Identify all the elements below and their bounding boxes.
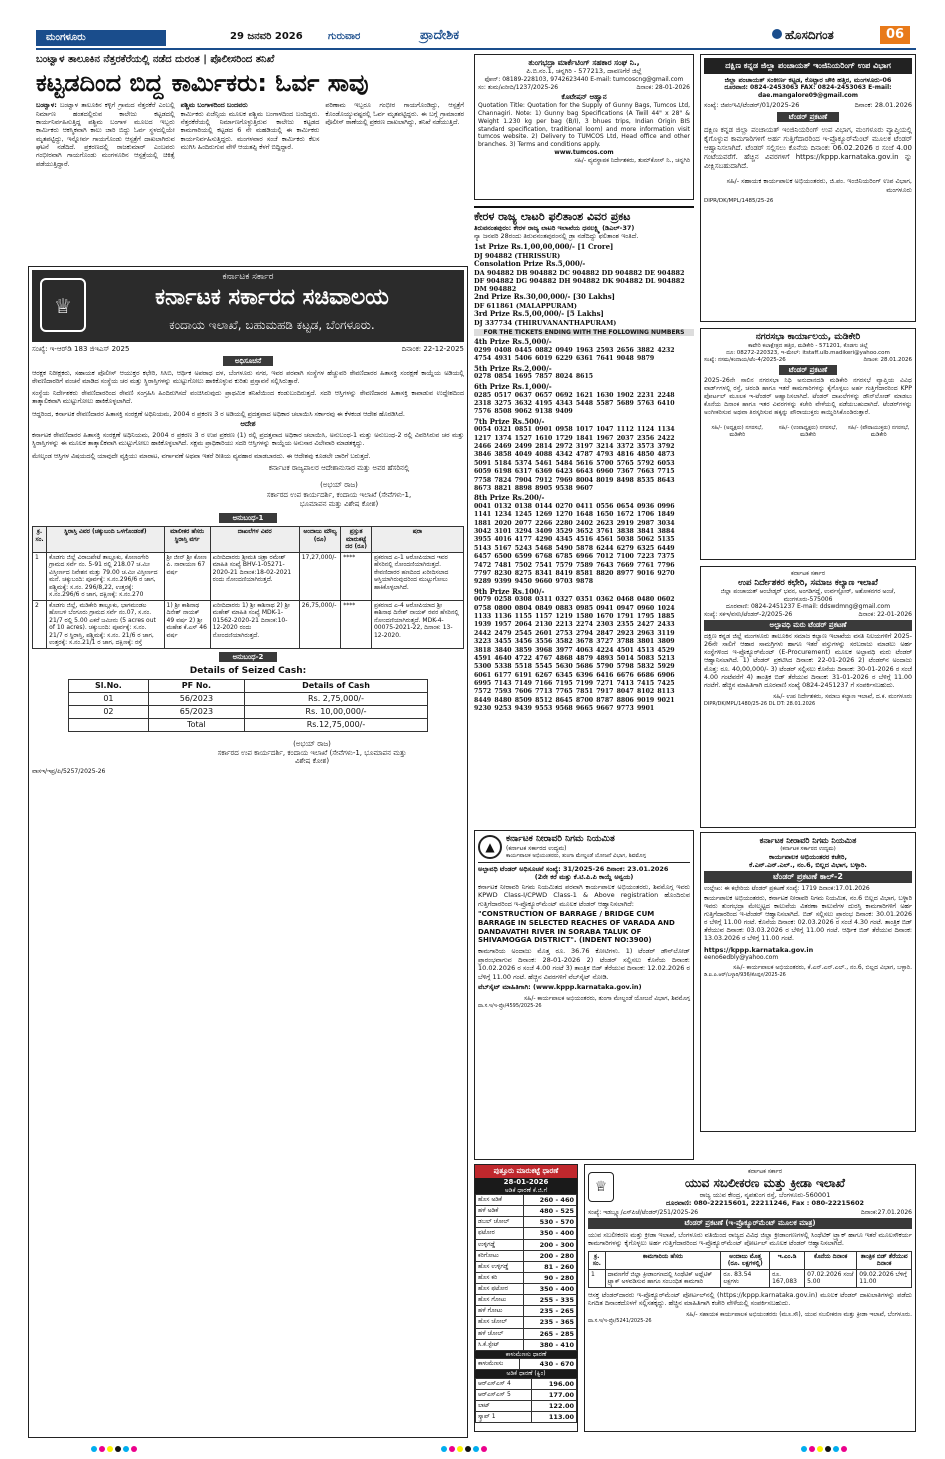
annex1-table [32, 526, 464, 649]
knnl-sign: ಸಹಿ/- ಕಾರ್ಯಪಾಲಕ ಅಭಿಯಂತರರು, ತುಂಗಾ ಮೇಲ್ದಂಡೆ ಯೋಜನೆ ವಿಭಾಗ, ಶಿವಮೊಗ್ಗ [524, 995, 690, 1003]
seized-header-cell: Sl.No. [69, 679, 149, 692]
market-title: ಪುತ್ತೂರು ಮಾರುಕಟ್ಟೆ ಧಾರಣೆ [475, 1165, 577, 1178]
bellary-addr: ಕೆ.ಎನ್.ಎನ್.ಎಲ್., ನಂ.6, ಬಿಲ್ಲದ ವಿಭಾಗ, ಬಳ್ಳಾರಿ. [749, 861, 867, 869]
annex2-label: ಅನುಬಂಧ-2 [219, 652, 278, 662]
table-cell: 01 [69, 692, 149, 705]
market-rate: 81 - 260 [524, 1261, 577, 1272]
prize-numbers: DJ 904882 (THRISSUR) [474, 251, 561, 260]
lottery-prize-list [474, 243, 694, 327]
market-rate: 350 - 400 [524, 1228, 577, 1239]
tier-label: 7th Prize Rs.500/- [474, 416, 545, 426]
order-heading: ಆದೇಶ [240, 420, 256, 429]
table-cell: ಪ್ರಕರಣದ ಎ-1 ಆರೋಪಿಯಾದ ಇವರ ಹೆಸರಿನಲ್ಲಿ ನೋಂದಣಿಯಾಗಿರುತ್ತದೆ. ಠೇವಣಿದಾರರ ಹಣದಿಂದ ಖರೀದಿಸಲಾದ ಆಸ್ತಿಯಾಗಿರುವುದರಿಂದ ಮುಟ್ಟುಗೋಲು ಹಾಕಿಕೊಳ್ಳಲಾಗಿದೆ. [371, 552, 463, 600]
table-cell: 26,75,000/- [299, 600, 341, 648]
table-cell: ಖರೀದಿದಾರರು ಶ್ರೀಮತಿ ಚಿತ್ರಾ ರಮೇಶ್ ಮಾಹಿತಿ ಸಂಖ್ಯೆ BHV-1-05271-2020-21 ದಿನಾಂಕ:18-02-2021 ರಂದು ನೋಂದಣಿಯಾಗಿರುತ್ತದೆ. [210, 552, 299, 600]
sports-emblem-icon: ♕ [588, 1172, 614, 1202]
table-cell: ರೂ. 83.54 ಲಕ್ಷಗಳು [721, 1269, 770, 1287]
seized-header-cell: PF No. [148, 679, 244, 692]
news-col-3 [325, 101, 464, 168]
sports-date: ದಿನಾಂಕ:27.01.2026 [860, 1208, 912, 1216]
table-cell: ದಾವಣಗೆರೆ ಜಿಲ್ಲಾ ಕ್ರೀಡಾಂಗಣದಲ್ಲಿ ಸಿಂಥೆಟಿಕ್ ಅಥ್ಲೆಟಿಕ್ ಟ್ರ್ಯಾಕ್ ಅಳವಡಿಸುವ ಹಾಗೂ ಸಂಬಂಧಿತ ಕಾಮಗಾರಿ [605, 1269, 721, 1287]
lottery-sub-2: ನ್ಯಾ ಜನವರಿ 28ರಂದು ತಿರುವನಂತಪುರಂನಲ್ಲಿ ಡ್ರಾ ನಡೆದಿದ್ದು ಫಲಿತಾಂಶ ಇಂತಿದೆ. [474, 231, 639, 240]
news-story [36, 54, 464, 262]
tier-numbers: 0285 0517 0637 0657 0692 1621 1630 1902 2231 2248 2318 3275 3632 4195 4343 5448 5587 5689 5763 6410 7576 8508 9062 9138 9409 [474, 391, 675, 416]
social-dipr: DIPR/DK/MPL/1480/25-26 DL DT: 28.01.2026 [704, 700, 816, 707]
sports-header-cell: ಇ.ಎಂ.ಡಿ [770, 1251, 805, 1269]
market-sub: ಅಡಿಕೆ ಧಾರಣೆ ಕೆ.ಜಿ.ಗೆ [475, 1187, 577, 1195]
page-header [0, 0, 945, 44]
sachivalaya-notice-label: ಅಧಿಸೂಚನೆ [223, 356, 273, 366]
rubber-table [475, 1378, 577, 1424]
registration-marks-left [90, 1446, 138, 1455]
table-cell: 17,27,000/- [299, 552, 341, 600]
market-table [475, 1194, 577, 1351]
table-row [33, 552, 464, 600]
sign-by: ಕರ್ನಾಟಕ ರಾಜ್ಯಪಾಲರ ಆದೇಶಾನುಸಾರ ಮತ್ತು ಅವರ ಹೆಸರಿನಲ್ಲಿ [268, 463, 410, 472]
table-cell: Rs. 10,00,000/- [244, 705, 427, 718]
header-date: 29 ಜನವರಿ 2026 [230, 31, 303, 42]
dk-zp-notice [700, 54, 916, 322]
market-item: ಕರಿಗೋಟು [476, 1250, 524, 1261]
sachivalaya-body-3: ಆದ್ದರಿಂದ, ಕರ್ನಾಟಕ ಠೇವಣಿದಾರರ ಹಿತಾಸಕ್ತಿ ಸಂರಕ್ಷಣೆ ಅಧಿನಿಯಮ, 2004 ರ ಪ್ರಕರಣ 3 ರ ಅಡಿಯಲ್ಲಿ ಪ್ರದತ್ತವಾದ ಅಧಿಕಾರ ಚಲಾಯಿಸಿ ಸರ್ಕಾರವು ಈ ಕೆಳಕಂಡ ಆದೇಶ ಹೊರಡಿಸಿದೆ. [32, 409, 405, 418]
annex1-header-cell: ಮಾಲೀಕರ ಹೆಸರು ಸ್ಥಿರಾಸ್ತಿ ವರ್ಗ [164, 527, 210, 553]
table-row [69, 692, 428, 705]
table-cell: 09.02.2026 ಬೆಳಿಗ್ಗೆ 11.00 [857, 1269, 912, 1287]
knnl-title: ಕರ್ನಾಟಕ ನೀರಾವರಿ ನಿಗಮ ನಿಯಮಿತ [506, 834, 615, 844]
sachivalaya-title: ಕರ್ನಾಟಕ ಸರ್ಕಾರದ ಸಚಿವಾಲಯ [155, 285, 389, 310]
prize-numbers: DA 904882 DB 904882 DC 904882 DD 904882 DE 904882 DF 904882 DG 904882 DH 904882 DK 904882 DL 904882 DM 904882 [474, 268, 685, 293]
market-item: ಆರ್‌ಎಸ್‌ಎಸ್ 5 [476, 1390, 532, 1401]
sachivalaya-body-5: ಮೇಲ್ಕಂಡ ಆಸ್ತಿಗಳ ವಿಷಯದಲ್ಲಿ ಯಾವುದೇ ವ್ಯಕ್ತಿಯು ಮಾರಾಟ, ವರ್ಗಾವಣೆ ಅಥವಾ ಇತರೆ ರೀತಿಯ ವ್ಯವಹಾರ ಮಾಡಬಾರದು. ಈ ಆದೇಶವು ಕೂಡಲೇ ಜಾರಿಗೆ ಬರುತ್ತದೆ. [32, 451, 371, 460]
sachivalaya-notice [28, 266, 468, 1438]
social-body: ದಕ್ಷಿಣ ಕನ್ನಡ ಜಿಲ್ಲೆ ಮಂಗಳೂರು ತಾಲೂಕಿನ ಸಮಾಜ ಕಲ್ಯಾಣ ಇಲಾಖೆಯ ವಸತಿ ನಿಲಯಗಳಿಗೆ 2025-26ನೇ ಸಾಲಿಗೆ ಆಹಾರ ಸಾಮಗ್ರಿಗಳು ಹಾಗೂ ಇತರೆ ವಸ್ತುಗಳನ್ನು ಸರಬರಾಜು ಮಾಡಲು ಅರ್ಹ ಸಂಸ್ಥೆಗಳಿಂದ ಇ-ಪ್ರೊಕ್ಯೂರ್‌ಮೆಂಟ್ (E-Procurement) ಮೂಲಕ ಅಲ್ಪಾವಧಿ ಮರು ಟೆಂಡರ್ ಆಹ್ವಾನಿಸಲಾಗಿದೆ. 1) ಟೆಂಡರ್ ಪ್ರಕಟಿಸಿದ ದಿನಾಂಕ: 22-01-2026 2) ಟೆಂಡರ್‌ನ ಅಂದಾಜು ಮೊತ್ತ: ರೂ. 40,00,000/- 3) ಟೆಂಡರ್ ಸಲ್ಲಿಸಲು ಕೊನೆಯ ದಿನಾಂಕ: 30-01-2026 ರ ಸಂಜೆ 4.00 ಗಂಟೆವರೆಗೆ 4) ತಾಂತ್ರಿಕ ಬಿಡ್ ತೆರೆಯುವ ದಿನಾಂಕ: 31-01-2026 ರ ಬೆಳಿಗ್ಗೆ 11.00 ಗಂಟೆಗೆ. ಹೆಚ್ಚಿನ ಮಾಹಿತಿಗಾಗಿ ದೂರವಾಣಿ ಸಂಖ್ಯೆ 0824-2451237 ಗೆ ಸಂಪರ್ಕಿಸಬಹುದು. [704, 632, 912, 689]
market-row [476, 1378, 577, 1389]
market-rate: 260 - 460 [524, 1195, 577, 1206]
market-item: ಉಳ್ಳಿಗಡ್ಡೆ [476, 1239, 524, 1250]
tier-label: 9th Prize Rs.100/- [474, 586, 545, 596]
news-dateline: ಬಂಟ್ವಾಳ: [36, 101, 57, 110]
bellary-body: ಕಾರ್ಯಪಾಲಕ ಅಭಿಯಂತರರು, ಕರ್ನಾಟಕ ನೀರಾವರಿ ನಿಗಮ ನಿಯಮಿತ, ನಂ.6 ಬಿಲ್ಲದ ವಿಭಾಗ, ಬಳ್ಳಾರಿ ಇವರು ತುಂಗಭದ್ರಾ ಮೇಲ್ಮಟ್ಟದ ಕಾಲುವೆಯ ವಿತರಣಾ ಕಾಲುವೆಗಳ ದುರಸ್ತಿ ಕಾಮಗಾರಿಗಳಿಗೆ ಅರ್ಹ ಗುತ್ತಿಗೆದಾರರಿಂದ ಇ-ಟೆಂಡರ್ ಆಹ್ವಾನಿಸಲಾಗಿದೆ. ಬಿಡ್ ಸಲ್ಲಿಸಲು ಪ್ರಾರಂಭ ದಿನಾಂಕ: 30.01.2026 ರ ಬೆಳಿಗ್ಗೆ 11.00 ಗಂಟೆ. ಕೊನೆಯ ದಿನಾಂಕ: 02.03.2026 ರ ಸಂಜೆ 4.30 ಗಂಟೆ. ತಾಂತ್ರಿಕ ಬಿಡ್ ತೆರೆಯುವ ದಿನಾಂಕ: 03.03.2026 ರ ಬೆಳಿಗ್ಗೆ 11.00 ಗಂಟೆ. ಆರ್ಥಿಕ ಬಿಡ್ ತೆರೆಯುವ ದಿನಾಂಕ: 13.03.2026 ರ ಬೆಳಿಗ್ಗೆ 11.00 ಗಂಟೆ. [704, 894, 912, 943]
sachivalaya-banner [32, 270, 464, 342]
prize-label: 2nd Prize Rs.30,00,000/- [30 Lakhs] [474, 292, 615, 301]
market-item: ಹೊಸ ಉಳ್ಳಿಗಡ್ಡೆ [476, 1261, 524, 1272]
location-tab [36, 30, 166, 46]
table-cell: **** [341, 600, 372, 648]
madikeri-sign-3: ಸಹಿ/- (ಪೌರಾಯುಕ್ತರು) ನಗರಸಭೆ, ಮಡಿಕೇರಿ [847, 424, 910, 438]
news-col-2 [181, 101, 320, 168]
table-cell: 02 [69, 705, 149, 718]
market-item: ಹಳೆ ಗೋಟು [476, 1306, 524, 1317]
sachivalaya-gov: ಕರ್ನಾಟಕ ಸರ್ಕಾರ [222, 272, 274, 282]
madikeri-phone: ದೂ: 08272-220323, ಇ-ಮೇಲ್: itstaff.ulb.madikeri@yahoo.com [726, 350, 890, 357]
bellary-gov: ಕರ್ನಾಟಕ ನೀರಾವರಿ ನಿಗಮ ನಿಯಮಿತ [759, 836, 857, 845]
madikeri-notice-label: ಟೆಂಡರ್ ಪ್ರಕಟಣೆ [779, 365, 837, 375]
market-row [476, 1261, 577, 1272]
sports-header-cell: ಕಾಮಗಾರಿಯ ಹೆಸರು [605, 1251, 721, 1269]
lottery-results [474, 206, 694, 826]
market-item: ಹೊಸ ಕರಿ [476, 1272, 524, 1283]
sports-header-cell: ತಾಂತ್ರಿಕ ಬಿಡ್ ತೆರೆಯುವ ದಿನಾಂಕ [857, 1251, 912, 1269]
table-cell: 1 [33, 552, 47, 600]
tier-label: 5th Prize Rs.2,000/- [474, 363, 552, 373]
tier-numbers: 0041 0132 0138 0144 0270 0411 0556 0654 0936 0996 1141 1234 1245 1269 1270 1648 1650 1672 1706 1849 1881 2020 2077 2266 2280 2402 2623 2919 2987 3034 3042 3101 3294 3409 3529 3652 3761 3838 3841 3884 3955 4016 4177 4290 4345 4516 4561 5038 5062 5135 5143 5167 5243 5468 5490 5878 6244 6279 6325 6449 6457 6500 6599 6768 6785 6966 7012 7100 7223 7375 7472 7481 7502 7541 7579 7589 7643 7669 7761 7796 7797 8230 8275 8341 8419 8581 8820 8977 9016 9270 9289 9399 9450 9660 9703 9878 [474, 503, 675, 586]
knnl-work: "CONSTRUCTION OF BARRAGE / BRIDGE CUM BARRAGE IN SELECTED REACHES OF VARADA AND DANDAVATHI RIVER IN SORABA TALUK OF SHIVAMOGGA DISTRICT". (INDENT NO:3900) [478, 910, 675, 945]
bellary-notice-label: ಟೆಂಡರ್ ಪ್ರಕಟಣೆ ಕಾಲ್-2 [704, 871, 912, 883]
knnl-body: ಕರ್ನಾಟಕ ನೀರಾವರಿ ನಿಗಮ ನಿಯಮಿತದ ಪರವಾಗಿ ಕಾರ್ಯಪಾಲಕ ಅಭಿಯಂತರರು, ಶಿವಮೊಗ್ಗ ಇವರು KPWD Class-I/CPWD Class-1 & Above registration ಹೊಂದಿರುವ ಗುತ್ತಿಗೆದಾರರಿಂದ ಇ-ಪ್ರೊಕ್ಯೂರ್‌ಮೆಂಟ್ ಮೂಲಕ ಟೆಂಡರ್ ಆಹ್ವಾನಿಸಲಾಗಿದೆ: [478, 882, 690, 908]
table-cell: Rs. 2,75,000/- [244, 692, 427, 705]
masthead-logo-icon [772, 29, 782, 39]
bellary-website[interactable]: https://kppp.karnataka.gov.in [704, 945, 814, 954]
market-item: ಸಿ.ಕೆ.ಸ್ಟೇಟ್ [476, 1339, 524, 1350]
sports-gov: ಕರ್ನಾಟಕ ಸರ್ಕಾರ [747, 1168, 783, 1175]
market-rate: 122.00 [532, 1401, 577, 1412]
sports-sign: ಸಹಿ/- ಸಹಾಯಕ ಕಾರ್ಯಪಾಲಕ ಅಭಿಯಂತರರು (ಮೂ.ಸೌ), ಯುವ ಸಬಲೀಕರಣ ಮತ್ತು ಕ್ರೀಡಾ ಇಲಾಖೆ, ಬೆಂಗಳೂರು. [686, 1310, 912, 1318]
madikeri-sign-1: ಸಹಿ/- (ಅಧ್ಯಕ್ಷರು) ನಗರಸಭೆ, ಮಡಿಕೇರಿ [711, 424, 764, 438]
market-sub-2: ಕಾಳುಮೆಣಸು ಧಾರಣೆ [475, 1351, 577, 1359]
news-col-2-text: ಕಾರ್ಮಿಕರು ಏಜೆನ್ಸಿಯ ಮೂಲಕ ಪಶ್ಚಿಮ ಬಂಗಾಳದಿಂದ ಬಂದಿದ್ದರು. ನೆತ್ತರಕೆರೆಯಲ್ಲಿ ನಿರ್ಮಾಣಗೊಳ್ಳುತ್ತಿರುವ ಕಾಲೇಜು ಕಟ್ಟಡದ ಕಾಮಗಾರಿಯಲ್ಲಿ ಕಟ್ಟಡದ 6 ನೇ ಮಹಡಿಯಲ್ಲಿ ಈ ಕಾರ್ಮಿಕರು ಕಾರ್ಯನಿರ್ವಹಿಸುತ್ತಿದ್ದರು. ಮಂಗಳವಾರ ಸಂಜೆ ಕಾರ್ಮಿಕರು ಕೆಲಸ ಮುಗಿಸಿ ಹಿಂದಿರುಗುವ ವೇಳೆ ಆಯತಪ್ಪಿ ಕೆಳಗೆ ಬಿದ್ದಿದ್ದಾರೆ. [180, 109, 320, 151]
location-label: ಮಂಗಳೂರು [46, 32, 86, 43]
market-rate: 480 - 525 [524, 1206, 577, 1217]
sports-body: ಯುವ ಸಬಲೀಕರಣ ಮತ್ತು ಕ್ರೀಡಾ ಇಲಾಖೆ, ಬೆಂಗಳೂರು ವತಿಯಿಂದ ರಾಜ್ಯದ ವಿವಿಧ ಜಿಲ್ಲಾ ಕ್ರೀಡಾಂಗಣಗಳಲ್ಲಿ ಸಿಂಥೆಟಿಕ್ ಟ್ರ್ಯಾಕ್ ಹಾಗೂ ಇತರೆ ಮೂಲಸೌಕರ್ಯ ಕಾಮಗಾರಿಗಳನ್ನು ಕೈಗೊಳ್ಳಲು ಅರ್ಹ ಗುತ್ತಿಗೆದಾರರಿಂದ ಇ-ಪ್ರೊಕ್ಯೂರ್‌ಮೆಂಟ್ ಪೋರ್ಟಲ್ ಮೂಲಕ ಟೆಂಡರ್ ಆಹ್ವಾನಿಸಲಾಗಿದೆ. [588, 1231, 912, 1248]
sachivalaya-body-4: ಕರ್ನಾಟಕ ಠೇವಣಿದಾರರ ಹಿತಾಸಕ್ತಿ ಸಂರಕ್ಷಣೆ ಅಧಿನಿಯಮ, 2004 ರ ಪ್ರಕರಣ 3 ರ ಉಪ ಪ್ರಕರಣ (1) ರಲ್ಲಿ ಪ್ರದತ್ತವಾದ ಅಧಿಕಾರ ಚಲಾಯಿಸಿ, ಅನುಬಂಧ-1 ಮತ್ತು ಅನುಬಂಧ-2 ರಲ್ಲಿ ವಿವರಿಸಿರುವ ಚರ ಮತ್ತು ಸ್ಥಿರಾಸ್ತಿಗಳನ್ನು ಈ ಮೂಲಕ ತಾತ್ಕಾಲಿಕವಾಗಿ ಮುಟ್ಟುಗೋಲು ಹಾಕಿಕೊಳ್ಳಲಾಗಿದೆ. ಸಕ್ಷಮ ಪ್ರಾಧಿಕಾರಿಯು ಸದರಿ ಆಸ್ತಿಗಳನ್ನು ಕಾಯ್ದೆಯ ಅನುಸಾರ ವಿಲೇವಾರಿ ಮಾಡತಕ್ಕದ್ದು. [32, 430, 464, 448]
pepper-label: ಕಾಳುಮೆಣಸು [476, 1359, 520, 1370]
annex1-label: ಅನುಬಂಧ-1 [219, 513, 278, 523]
knnl-ref-3: ವಾ.ಸ.ಇ/ಇ-ಪ್ರೊ/4595/2025-26 [478, 1002, 542, 1009]
knnl-office: ಕಾರ್ಯಪಾಲಕ ಅಭಿಯಂತರರು, ತುಂಗಾ ಮೇಲ್ದಂಡೆ ಯೋಜನೆ ವಿಭಾಗ, ಶಿವಮೊಗ್ಗ [506, 852, 646, 859]
lottery-ending-note: FOR THE TICKETS ENDING WITH THE FOLLOWING NUMBERS [474, 329, 694, 337]
seized-table [68, 679, 428, 732]
market-item: ಆರ್‌ಎಸ್‌ಎಸ್ 4 [476, 1378, 532, 1389]
madikeri-notice [700, 328, 916, 560]
social-sign: ಸಹಿ/- ಉಪ ನಿರ್ದೇಶಕರು, ಸಮಾಜ ಕಲ್ಯಾಣ ಇಲಾಖೆ, ದ.ಕ. ಮಂಗಳೂರು [773, 693, 912, 701]
dk-zp-phone: ದೂರವಾಣಿ: 0824-2453063 FAX: 0824-2453063 E-mail: dae.mangalore09@gmail.com [724, 84, 892, 99]
market-rate: 235 - 365 [524, 1317, 577, 1328]
market-item: ಹೊಸ ಗೋಟು [476, 1295, 524, 1306]
tumcos-notice [474, 54, 694, 200]
seized-total: Rs.12,75,000/- [244, 718, 427, 731]
header-rule [36, 48, 916, 50]
market-rates [474, 1164, 578, 1432]
market-row [476, 1317, 577, 1328]
market-row [476, 1239, 577, 1250]
knnl-notice [474, 830, 694, 1160]
bellary-office: ಕಾರ್ಯಪಾಲಕ ಅಭಿಯಂತರರ ಕಚೇರಿ, [769, 852, 847, 861]
table-cell: **** [341, 552, 372, 600]
market-sub-3: ಅಡಿಕೆ ಧಾರಣೆ (ಕ್ವಿಂ) [475, 1370, 577, 1378]
knnl-logo-icon: ▲ [478, 835, 502, 859]
social-phone: ದೂರವಾಣಿ: 0824-2451237 E-mail: ddswdmng@gmail.com [725, 603, 891, 611]
table-cell: ಕೊಡಗು ಜಿಲ್ಲೆ, ಮಡಿಕೇರಿ ತಾಲ್ಲೂಕು, ಭಾಗಮಂಡಲ ಹೋಬಳಿ ಬೆಂಗೂರು ಗ್ರಾಮದ ಸರ್ವೆ ನಂ.07, ಸ.ನಂ. 21/7 ರಲ್ಲಿ 5.00 ಎಕರೆ ಜಮೀನು (5 acres out of 10 acres). ಚಕ್ಕುಬಂದಿ: ಪೂರ್ವಕ್ಕೆ: ಸ.ನಂ. 21/7 ರ ಸ್ಥಿರಾಸ್ತಿ, ಪಶ್ಚಿಮಕ್ಕೆ: ಸ.ನಂ. 21/6 ರ ಜಾಗ, ಉತ್ತರಕ್ಕೆ: ಸ.ನಂ.21/1 ರ ಜಾಗ, ದಕ್ಷಿಣಕ್ಕೆ: ರಸ್ತೆ [47, 600, 164, 648]
market-row [476, 1390, 577, 1401]
registration-marks-center [440, 1446, 488, 1455]
news-col-3-text: ಪರಿಣಾಮ ಇಬ್ಬರೂ ಗಂಭೀರ ಗಾಯಗೊಂಡಿದ್ದು, ಆಸ್ಪತ್ರೆಗೆ ಕೊಂಡೊಯ್ಯುವಷ್ಟರಲ್ಲಿ ಓರ್ವ ಮೃತಪಟ್ಟಿದ್ದರು. ಈ ಬಗ್ಗೆ ಗ್ರಾಮಾಂತರ ಪೊಲೀಸ್ ಠಾಣೆಯಲ್ಲಿ ಪ್ರಕರಣ ದಾಖಲಾಗಿದ್ದು, ತನಿಖೆ ನಡೆಯುತ್ತಿದೆ. [325, 101, 465, 126]
seized-header-cell: Details of Cash [244, 679, 427, 692]
table-cell: 2 [33, 600, 47, 648]
sachivalaya-subtitle: ಕಂದಾಯ ಇಲಾಖೆ, ಬಹುಮಹಡಿ ಕಟ್ಟಡ, ಬೆಂಗಳೂರು. [169, 318, 375, 332]
knnl-website: ವೆಬ್‌ಸೈಟ್ ಮಾಹಿತಿಗಾಗಿ: (www.kppp.karnataka.gov.in) [478, 982, 642, 991]
market-rate: 196.00 [532, 1378, 577, 1389]
tumcos-ref: ಸಂ: ತುಮ/ಖರೀದಿ/1237/2025-26 [478, 84, 559, 91]
market-item: ಹೊಸ ಅಡಿಕೆ [476, 1195, 524, 1206]
market-rate: 177.00 [532, 1390, 577, 1401]
annex1-header-cell: ದಾಖಲೆಗಳ ವಿವರ [210, 527, 299, 553]
madikeri-date: ದಿನಾಂಕ: 28.01.2026 [863, 357, 912, 363]
masthead [772, 28, 834, 43]
karnataka-emblem-icon: ♕ [40, 278, 86, 332]
market-item: ಹಳೆ ಅಡಿಕೆ [476, 1206, 524, 1217]
market-row [476, 1250, 577, 1261]
registration-marks-right [800, 1446, 848, 1455]
bellary-notice [700, 832, 916, 1132]
annex1-header-cell: ಷರಾ [371, 527, 463, 553]
dk-zp-dipr: DIPR/DK/MPL/1485/25-26 [704, 197, 774, 204]
tier-numbers: 0299 0408 0445 0882 0949 1963 2593 2656 3882 4232 4754 4931 5406 6019 6229 6361 7641 9048 9879 [474, 347, 675, 363]
tumcos-line-2: ಪಿ.ಬಿ.ನಂ.1, ಚನ್ನಗಿರಿ - 577213, ದಾವಣಗೆರೆ ಜಿಲ್ಲೆ [526, 67, 642, 76]
dk-zp-title: ದಕ್ಷಿಣ ಕನ್ನಡ ಜಿಲ್ಲಾ ಪಂಚಾಯತ್ ಇಂಜಿನಿಯರಿಂಗ್ ಉಪ ವಿಭಾಗ [704, 58, 912, 74]
market-rate: 113.00 [532, 1412, 577, 1423]
table-cell: ಕೊಡಗು ಜಿಲ್ಲೆ ವಿರಾಜಪೇಟೆ ತಾಲ್ಲೂಕು, ಕೋಣಂಗೇರಿ ಗ್ರಾಮದ ಸರ್ವೆ ನಂ. 5-91 ರಲ್ಲಿ 218.07 ಚ.ಮೀ ವಿಸ್ತೀರ್ಣದ ನಿವೇಶನ ಮತ್ತು 79.00 ಚ.ಮೀ ವಿಸ್ತೀರ್ಣದ ಮನೆ. ಚಕ್ಕುಬಂದಿ: ಪೂರ್ವಕ್ಕೆ: ಸ.ನಂ.296/6 ರ ಜಾಗ, ಪಶ್ಚಿಮಕ್ಕೆ: ಸ.ನಂ. 296/8,22, ಉತ್ತರಕ್ಕೆ: ಸ.ನಂ.296/6 ರ ಜಾಗ, ದಕ್ಷಿಣಕ್ಕೆ: ಸ.ನಂ.270 [47, 552, 164, 600]
table-cell: 1) ಶ್ರೀ ಕಾಶಿನಾಥ ದಿನೇಶ್ ನಾಯಕ್ 49 ವರ್ಷ 2) ಶ್ರೀ ಮಹೇಶ ಕೆ.ಎಸ್ 46 ವರ್ಷ [164, 600, 210, 648]
market-row [476, 1206, 577, 1217]
market-rate: 200 - 280 [524, 1250, 577, 1261]
knnl-ref: ಅಲ್ಪಾವಧಿ ಟೆಂಡರ್ ಅಧಿಸೂಚನೆ ಸಂಖ್ಯೆ: 31/2025-26 ದಿನಾಂಕ: 23.01.2026 [478, 864, 669, 873]
sachivalaya-body-1: ಆರಕ್ಷಕ ನಿರೀಕ್ಷಕರು, ಸಹಾಯಕ ಪೊಲೀಸ್ ಆಯುಕ್ತರ ಕಛೇರಿ, ಸಿಸಿಬಿ, ಆರ್ಥಿಕ ಅಪರಾಧ ದಳ, ಬೆಂಗಳೂರು ನಗರ, ಇವರ ಪರವಾಗಿ ಸಂಸ್ಥೆಗಳ ಹೆಚ್ಚುವರಿ ಠೇವಣಿದಾರರ ಹಿತಾಸಕ್ತಿ ಸಂರಕ್ಷಣೆ ಕಾಯ್ದೆಯ ಅಡಿಯಲ್ಲಿ ಠೇವಣಿದಾರರಿಗೆ ವಂಚನೆ ಮಾಡಿದ ಸಂಸ್ಥೆಯ ಚರ ಮತ್ತು ಸ್ಥಿರಾಸ್ತಿಗಳನ್ನು ಮುಟ್ಟುಗೋಲು ಹಾಕಿಕೊಳ್ಳುವ ಕುರಿತು ಪ್ರಸ್ತಾವನೆ ಸಲ್ಲಿಸಿರುತ್ತಾರೆ. [32, 368, 464, 385]
knnl-body-2: ಕಾಮಗಾರಿಯ ಅಂದಾಜು ಮೊತ್ತ ರೂ. 36.76 ಕೋಟಿಗಳು. 1) ಟೆಂಡರ್ ಡೌನ್‌ಲೋಡ್ ಪ್ರಾರಂಭವಾಗುವ ದಿನಾಂಕ: 28-01-2026 2) ಟೆಂಡರ್ ಸಲ್ಲಿಸಲು ಕೊನೆಯ ದಿನಾಂಕ: 10.02.2026 ರ ಸಂಜೆ 4.00 ಗಂಟೆ 3) ತಾಂತ್ರಿಕ ಬಿಡ್ ತೆರೆಯುವ ದಿನಾಂಕ: 12.02.2026 ರ ಬೆಳಿಗ್ಗೆ 11.00 ಗಂಟೆ. ಹೆಚ್ಚಿನ ವಿವರಗಳಿಗೆ ವೆಬ್‌ಸೈಟ್ ನೋಡಿ. [478, 947, 690, 981]
tumcos-notice-label: ಕೊಟೇಷನ್ ಆಹ್ವಾನ [561, 92, 607, 101]
table-cell: 65/2023 [148, 705, 244, 718]
tumcos-sign: ಸಹಿ/- ವ್ಯವಸ್ಥಾಪಕ ನಿರ್ದೇಶಕರು, ತುಮ್‌ಕೋಸ್ ನಿ., ಚನ್ನಗಿರಿ [574, 156, 690, 164]
masthead-text: ಹೊಸದಿಗಂತ [785, 28, 834, 42]
sports-header-cell: ಕೊನೆಯ ದಿನಾಂಕ [805, 1251, 857, 1269]
sports-ref-2: ವಾ.ಸ.ಇ/ಇ-ಪ್ರೊ/5241/2025-26 [588, 1318, 652, 1325]
tier-numbers: 0079 0258 0308 0311 0327 0351 0362 0468 0480 0602 0758 0800 0804 0849 0883 0985 0941 0947 0960 1024 1133 1136 1155 1157 1219 1580 1670 1791 1795 1885 1939 1957 2064 2130 2213 2274 2303 2355 2427 2433 2442 2479 2545 2601 2753 2794 2847 2923 2963 3119 3223 3455 3456 3556 3582 3678 3727 3788 3801 3809 3818 3840 3859 3968 3977 4063 4224 4501 4513 4529 4591 4640 4722 4767 4868 4879 4893 5014 5083 5213 5300 5338 5518 5545 5630 5686 5790 5798 5832 5929 6061 6177 6191 6267 6345 6396 6416 6676 6686 6906 6995 7143 7149 7166 7195 7199 7271 7413 7415 7425 7572 7593 7606 7713 7765 7851 7917 8047 8102 8113 8449 8480 8509 8512 8645 8700 8787 8806 9019 9021 9230 9253 9439 9553 9568 9665 9667 9773 9901 [474, 596, 675, 713]
header-day: ಗುರುವಾರ [328, 31, 361, 42]
lottery-tier-list [474, 338, 694, 713]
news-subhead: ಪಶ್ಚಿಮ ಬಂಗಾಳದಿಂದ ಬಂದವರು [180, 101, 248, 110]
tumcos-date: ದಿನಾಂಕ: 28-01-2026 [636, 84, 690, 91]
market-date: 28-01-2026 [475, 1178, 577, 1187]
social-title: ಉಪ ನಿರ್ದೇಶಕರ ಕಛೇರಿ, ಸಮಾಜ ಕಲ್ಯಾಣ ಇಲಾಖೆ [738, 577, 878, 588]
market-row [476, 1284, 577, 1295]
madikeri-sign-2: ಸಹಿ/- (ಉಪಾಧ್ಯಕ್ಷರು) ನಗರಸಭೆ, ಮಡಿಕೇರಿ [778, 424, 838, 438]
annex1-header-cell: ಪ್ರಸ್ತುತ ಮಾರುಕಟ್ಟೆ ದರ (ರೂ) [341, 527, 372, 553]
sports-header-cell: ಅಂದಾಜು ಮೊತ್ತ (ರೂ. ಲಕ್ಷಗಳಲ್ಲಿ) [721, 1251, 770, 1269]
prize-numbers: DJ 337734 (THIRUVANANTHAPURAM) [474, 318, 617, 327]
table-cell: 07.02.2026 ಸಂಜೆ 5.00 [805, 1269, 857, 1287]
market-rate: 255 - 335 [524, 1295, 577, 1306]
seized-total-row [69, 718, 428, 731]
market-row [476, 1401, 577, 1412]
market-item: ಹೊಸ ಚೋಲ್ [476, 1317, 524, 1328]
market-rate: 380 - 410 [524, 1339, 577, 1350]
madikeri-ref: ಸಂಖ್ಯೆ: ನಸಮ/ಕಂದಾಯ/ಟೆಂ-4/2025-26 [704, 357, 786, 363]
prize-label: 1st Prize Rs.1,00,00,000/- [1 Crore] [474, 242, 614, 251]
table-cell: 1 [589, 1269, 606, 1287]
annex1-header-cell: ಕ್ರ. ಸಂ. [33, 527, 47, 553]
tier-label: 8th Prize Rs.200/- [474, 493, 545, 503]
dk-zp-sign: ಸಹಿ/- ಸಹಾಯಕ ಕಾರ್ಯಪಾಲಕ ಅಭಿಯಂತರರು, ಜಿ.ಪಂ. ಇಂಜಿನಿಯರಿಂಗ್ ಉಪ ವಿಭಾಗ, ಮಂಗಳೂರು [726, 177, 912, 194]
market-row [476, 1306, 577, 1317]
pepper-table [475, 1358, 577, 1370]
news-headline: ಕಟ್ಟಡದಿಂದ ಬಿದ್ದ ಕಾರ್ಮಿಕರು: ಓರ್ವ ಸಾವು [36, 68, 369, 97]
lottery-sub: ತಿರುವನಂತಪುರಂ: ಕೇರಳ ರಾಜ್ಯ ಲಾಟರಿ ಇಲಾಖೆಯ ಧನಲಕ್ಷ್ಮಿ (ಡಿಎಲ್-37) [474, 223, 635, 232]
market-item: ಡಬಲ್ ಚೋಲ್ [476, 1217, 524, 1228]
sign-name: (ಅಭಯ್ ರಾಜ) [320, 481, 358, 490]
sports-header-cell: ಕ್ರ. ಸಂ. [589, 1251, 606, 1269]
market-row [476, 1217, 577, 1228]
dk-zp-ref: ಸಂಖ್ಯೆ: ಜಿಪಂಇವಿ/ಟೆಂಡರ್/01/2025-26 [704, 101, 800, 110]
market-item: ಫಟೋರ [476, 1228, 524, 1239]
table-cell: ಪ್ರಕರಣದ ಎ-4 ಆರೋಪಿಯಾದ ಶ್ರೀ ಕಾಶಿನಾಥ ದಿನೇಶ್ ನಾಯಕ್ ರವರ ಹೆಸರಿನಲ್ಲಿ ನೋಂದಣಿಯಾಗಿರುತ್ತದೆ. MDK-4-00075-2021-22, ದಿನಾಂಕ: 13-12-2020. [371, 600, 463, 648]
sports-table-row [589, 1269, 912, 1287]
tier-numbers: 0054 0321 0851 0901 0958 1017 1047 1112 1124 1134 1217 1374 1527 1610 1729 1841 1967 2037 2356 2422 2466 2469 2499 2814 2972 3197 3214 3372 3573 3792 3846 3858 4049 4088 4342 4787 4793 4816 4850 4873 5091 5184 5374 5461 5484 5616 5700 5765 5792 6053 6059 6198 6317 6369 6423 6643 6960 7367 7663 7715 7758 7824 7904 7912 7969 8004 8019 8498 8535 8643 8673 8821 8898 8905 9538 9607 [474, 426, 675, 492]
social-ref: ಸಂಖ್ಯೆ: ಸಕಇ/ವಸನಿ/ಟೆಂಡರ್-2/2025-26 [704, 610, 793, 618]
tier-numbers: 0278 0854 1695 7857 8024 8615 [474, 373, 594, 381]
pepper-rate: 430 - 670 [519, 1359, 576, 1370]
sports-ref: ಸಂಖ್ಯೆ: ಇಡಬ್ಲ್ಯೂ/ಎಸ್‌ಪಿಜೆ/ಟೆಂಡರ್/251/2025-26 [588, 1208, 699, 1216]
market-rate: 350 - 400 [524, 1284, 577, 1295]
annex1-header-cell: ಸ್ಥಿರಾಸ್ತಿ ವಿವರ (ಚಕ್ಕುಬಂದಿ ಒಳಗೊಂಡಂತೆ) [47, 527, 164, 553]
table-row [69, 705, 428, 718]
market-item: ಸ್ಕ್ರಾಪ್ 1 [476, 1412, 532, 1423]
sachivalaya-body-2: ಸಂಸ್ಥೆಯ ನಿರ್ದೇಶಕರು ಠೇವಣಿದಾರರಿಂದ ಠೇವಣಿ ಸಂಗ್ರಹಿಸಿ ಹಿಂದಿರುಗಿಸದೆ ವಂಚಿಸಿರುವುದು ಪ್ರಾಥಮಿಕ ತನಿಖೆಯಿಂದ ಕಂಡುಬಂದಿರುತ್ತದೆ. ಸದರಿ ಆಸ್ತಿಗಳನ್ನು ಠೇವಣಿದಾರರ ಹಿತಾಸಕ್ತಿ ಕಾಪಾಡುವ ಉದ್ದೇಶದಿಂದ ತಾತ್ಕಾಲಿಕವಾಗಿ ಮುಟ್ಟುಗೋಲು ಹಾಕಿಕೊಳ್ಳಲಾಗಿದೆ. [32, 389, 464, 406]
table-row [33, 600, 464, 648]
market-item: ಹೊಸ ಫಟೋರ [476, 1284, 524, 1295]
dk-zp-addr: ಜಿಲ್ಲಾ ಪಂಚಾಯತ್ ಸಂಕೀರ್ಣ ಕಟ್ಟಡ, ಕೊಟ್ಟಾರ ಚೌಕಿ ಹತ್ತಿರ, ಮಂಗಳೂರು-06 [724, 76, 892, 84]
market-row [476, 1339, 577, 1350]
market-row [476, 1412, 577, 1423]
market-row [476, 1272, 577, 1283]
seized-title: Details of Seized Cash: [189, 665, 307, 676]
prize-label: Consolation Prize Rs.5,000/- [474, 258, 586, 268]
tier-label: 6th Prize Rs.1,000/- [474, 381, 552, 391]
dk-zp-body: ದಕ್ಷಿಣ ಕನ್ನಡ ಜಿಲ್ಲಾ ಪಂಚಾಯತ್ ಇಂಜಿನಿಯರಿಂಗ್ ಉಪ ವಿಭಾಗ, ಮಂಗಳೂರು ವ್ಯಾಪ್ತಿಯಲ್ಲಿ ಕೈಗೊಳ್ಳುವ ಕಾಮಗಾರಿಗಳಿಗೆ ಅರ್ಹ ಗುತ್ತಿಗೆದಾರರಿಂದ ಇ-ಪ್ರೊಕ್ಯೂರ್‌ಮೆಂಟ್ ಮೂಲಕ ಟೆಂಡರ್ ಆಹ್ವಾನಿಸಲಾಗಿದೆ. ಟೆಂಡರ್ ಸಲ್ಲಿಸಲು ಕೊನೆಯ ದಿನಾಂಕ: 06.02.2026 ರ ಸಂಜೆ 4.00 ಗಂಟೆಯವರೆಗೆ. ಹೆಚ್ಚಿನ ವಿವರಗಳಿಗೆ https://kppp.karnataka.gov.in ನ್ನು ವೀಕ್ಷಿಸಬಹುದಾಗಿದೆ. [704, 126, 912, 171]
social-notice-label: ಅಲ್ಪಾವಧಿ ಮರು ಟೆಂಡರ್ ಪ್ರಕಟಣೆ [704, 620, 912, 631]
sachivalaya-date: ದಿನಾಂಕ: 22-12-2025 [401, 345, 464, 353]
news-kicker: ಬಂಟ್ವಾಳ ತಾಲೂಕಿನ ನೆತ್ತರಕೆರೆಯಲ್ಲಿ ನಡೆದ ದುರಂತ | ಪೊಲೀಸರಿಂದ ತನಿಖೆ [36, 54, 275, 65]
sports-notice-label: ಟೆಂಡರ್ ಪ್ರಕಟಣೆ (ಇ-ಪ್ರೊಕ್ಯೂರ್‌ಮೆಂಟ್ ಮೂಲಕ ಮಾತ್ರ) [588, 1218, 912, 1229]
sports-phone: ದೂರವಾಣಿ: 080-22215601, 22211246, Fax : 080-22215602 [665, 1198, 865, 1207]
table-cell: ರೂ. 167,083 [770, 1269, 805, 1287]
market-item: ಲಾಟ್ [476, 1401, 532, 1412]
tumcos-line-1: ತುಂಗಭದ್ರಾ ಮಾರ್ಕೆಟಿಂಗ್ ಸಹಕಾರ ಸಂಘ ನಿ., [528, 58, 640, 67]
news-col-1-text: ಬಂಟ್ವಾಳ ತಾಲೂಕಿನ ಕಳ್ಳಿಗೆ ಗ್ರಾಮದ ನೆತ್ತರಕೆರೆ ಎಂಬಲ್ಲಿ ನಿರ್ಮಾಣ ಹಂತದಲ್ಲಿರುವ ಕಾಲೇಜು ಕಟ್ಟಡದಲ್ಲಿ ಕಾರ್ಯನಿರ್ವಹಿಸುತ್ತಿದ್ದ ಪಶ್ಚಿಮ ಬಂಗಾಳ ಮೂಲದ ಇಬ್ಬರು ಕಾರ್ಮಿಕರು ಆಕಸ್ಮಿಕವಾಗಿ ಕಾಲು ಜಾರಿ ಬಿದ್ದು ಓರ್ವ ಸ್ಥಳದಲ್ಲಿಯೇ ಮೃತಪಟ್ಟಿದ್ದು, ಇನ್ನೋರ್ವ ಗಾಯಗೊಂಡು ಆಸ್ಪತ್ರೆಗೆ ದಾಖಲಾಗಿರುವ ಘಟನೆ ನಡೆದಿದೆ. ಪ್ರಕರಣದಲ್ಲಿ ರಾಜಕುಮಾರ್ ಎಂಬವರು ಗಂಭೀರವಾಗಿ ಗಾಯಗೊಂಡು ಮಂಗಳೂರಿನ ಆಸ್ಪತ್ರೆಯಲ್ಲಿ ಚಿಕಿತ್ಸೆ ಪಡೆಯುತ್ತಿದ್ದಾರೆ. [36, 101, 175, 168]
tumcos-line-3: ಫೋನ್: 08189-228103, 9742623440 E-mail: tumcoscng@gmail.com [484, 75, 684, 83]
market-rate: 265 - 285 [524, 1328, 577, 1339]
bellary-sign: ಸಹಿ/- ಕಾರ್ಯಪಾಲಕ ಅಭಿಯಂತರರು, ಕೆ.ಎನ್.ಎನ್.ಎಲ್., ನಂ.6, ಬಿಲ್ಲದ ವಿಭಾಗ, ಬಳ್ಳಾರಿ. [733, 964, 912, 972]
market-item: ಹಳೆ ಚೋಲ್ [476, 1328, 524, 1339]
market-rate: 530 - 570 [524, 1217, 577, 1228]
tier-label: 4th Prize Rs.5,000/- [474, 337, 552, 347]
knnl-sub: (ಕರ್ನಾಟಕ ಸರ್ಕಾರದ ಉದ್ಯಮ) [506, 845, 567, 853]
table-cell: ಶ್ರೀ ಜೀನ್ ಶ್ರೀ ಕೋಣ ಪಿ. ನಾರಾಯಣ 67 ವರ್ಷ [164, 552, 210, 600]
sports-notice [584, 1164, 916, 1432]
seized-total-label: Total [148, 718, 244, 731]
market-row [476, 1328, 577, 1339]
madikeri-body: 2025-26ನೇ ಸಾಲಿನ ನಗರಸಭಾ ನಿಧಿ ಅನುದಾನದಡಿ ಮಡಿಕೇರಿ ನಗರಸಭೆ ವ್ಯಾಪ್ತಿಯ ವಿವಿಧ ವಾರ್ಡ್‌ಗಳಲ್ಲಿ ರಸ್ತೆ, ಚರಂಡಿ ಹಾಗೂ ಇತರೆ ಕಾಮಗಾರಿಗಳನ್ನು ಕೈಗೊಳ್ಳಲು ಅರ್ಹ ಗುತ್ತಿಗೆದಾರರಿಂದ KPP ಪೋರ್ಟಲ್ ಮೂಲಕ ಇ-ಟೆಂಡರ್ ಆಹ್ವಾನಿಸಲಾಗಿದೆ. ಟೆಂಡರ್ ದಾಖಲೆಗಳನ್ನು ಡೌನ್‌ಲೋಡ್ ಮಾಡಲು ಕೊನೆಯ ದಿನಾಂಕ ಹಾಗೂ ಇತರ ವಿವರಗಳನ್ನು ಕಚೇರಿ ವೇಳೆಯಲ್ಲಿ ಪಡೆಯಬಹುದಾಗಿದೆ. ಟೆಂಡರ್‌ಗಳನ್ನು ಅಂಗೀಕರಿಸುವ ಅಥವಾ ತಿರಸ್ಕರಿಸುವ ಹಕ್ಕನ್ನು ಪೌರಾಯುಕ್ತರು ಕಾಯ್ದಿರಿಸಿಕೊಂಡಿರುತ್ತಾರೆ. [704, 376, 912, 416]
sachivalaya-ref: ಸಂಖ್ಯೆ: ಇ-ಆರ್‌ಡಿ 183 ಜಿಇಎಸ್ 2025 [32, 345, 130, 353]
market-row [476, 1228, 577, 1239]
market-rate: 200 - 300 [524, 1239, 577, 1250]
prize-label: 3rd Prize Rs.5,00,000/- [5 Lakhs] [474, 308, 604, 318]
knnl-ref-2: (2ನೇ ಕರೆ ಮತ್ತು ಕೆ.ಟಿ.ಪಿ.ಪಿ ಕಾಯ್ದೆ ಅನ್ವಯ) [534, 872, 634, 881]
sports-addr: ರಾಜ್ಯ ಯುವ ಕೇಂದ್ರ, ನೃಪತುಂಗ ರಸ್ತೆ, ಬೆಂಗಳೂರು-560001 [699, 1190, 831, 1199]
annex1-header-cell: ಅಂದಾಜು ಮೌಲ್ಯ (ರೂ) [299, 527, 341, 553]
bellary-email[interactable]: eeno6edbly@yahoo.com [704, 953, 779, 961]
news-col-1 [36, 101, 175, 168]
sports-table [588, 1251, 912, 1288]
bellary-ref: ಉಲ್ಲೇಖ: ಈ ಕಛೇರಿಯ ಟೆಂಡರ್ ಪ್ರಕಟಣೆ ಸಂಖ್ಯೆ: 1719 ದಿನಾಂಕ:17.01.2026 [704, 885, 870, 893]
table-cell: 56/2023 [148, 692, 244, 705]
tumcos-body: Quotation Title: Quotation for the Supply of Gunny Bags, Tumcos Ltd, Channagiri. Note: 1) Gunny bag Specifications (A Twill 44" x 28" & Weight 1.230 kg per bag (B/I), 3 bhues trips, Indian Origin BIS standard specification, traditional loom) and more information visit tumcos website. 2) Delivery to TUMCOS Ltd, Head office and other branches. 3) Terms and conditions apply. [478, 102, 690, 149]
sign2-name: (ಅಭಯ್ ರಾಜ) [293, 739, 331, 748]
sports-body-2: ಆಸಕ್ತ ಟೆಂಡರ್‌ದಾರರು ಇ-ಪ್ರೊಕ್ಯೂರ್‌ಮೆಂಟ್ ಪೋರ್ಟಲ್‌ನಲ್ಲಿ (https://kppp.karnataka.gov.in) ಮೂಲಕ ಟೆಂಡರ್ ದಾಖಲಾತಿಗಳನ್ನು ಪಡೆದು ನಿಗದಿತ ದಿನಾಂಕದೊಳಗೆ ಸಲ್ಲಿಸತಕ್ಕದ್ದು. ಹೆಚ್ಚಿನ ಮಾಹಿತಿಗಾಗಿ ಕಚೇರಿ ವೇಳೆಯಲ್ಲಿ ಸಂಪರ್ಕಿಸಬಹುದು. [588, 1290, 912, 1308]
social-addr: ಜಿಲ್ಲಾ ಪಂಚಾಯತ್ ಆಂಬೇಡ್ಕರ್ ಭವನ, ಅಂಗಡಿಗದ್ದೆ, ಉರ್ವಸ್ಟೋರ್, ಅಶೋಕನಗರ ಅಂಚೆ, ಮಂಗಳೂರು-575006 [720, 588, 896, 603]
section-title: ಪ್ರಾದೇಶಿಕ [420, 28, 460, 43]
market-row [476, 1195, 577, 1206]
market-rate: 90 - 280 [524, 1272, 577, 1283]
social-gov: ಕರ್ನಾಟಕ ಸರ್ಕಾರ [790, 570, 826, 577]
madikeri-title: ನಗರಸಭಾ ಕಾರ್ಯಾಲಯ, ಮಡಿಕೇರಿ [755, 332, 861, 342]
dk-zp-date: ದಿನಾಂಕ: 28.01.2026 [854, 101, 912, 110]
social-welfare-notice [700, 566, 916, 828]
social-date: ದಿನಾಂಕ: 22-01-2026 [858, 610, 912, 618]
sports-title: ಯುವ ಸಬಲೀಕರಣ ಮತ್ತು ಕ್ರೀಡಾ ಇಲಾಖೆ [684, 1175, 846, 1190]
madikeri-addr: ಕಾವೇರಿ ಕಲಾಕ್ಷೇತ್ರದ ಹತ್ತಿರ, ಮಡಿಕೇರಿ - 571201, ಕೊಡಗು ಜಿಲ್ಲೆ [748, 343, 868, 350]
bellary-sub: (ಕರ್ನಾಟಕ ಸರ್ಕಾರದ ಉದ್ಯಮ) [780, 846, 836, 852]
sign2-post: ಸರ್ಕಾರದ ಉಪ ಕಾರ್ಯದರ್ಶಿ, ಕಂದಾಯ ಇಲಾಖೆ (ಸೇವೆಗಳು-1, ಭೂಮಾಪನ ಮತ್ತು ವಿಶೇಷ ಕೋಶ) [217, 748, 407, 766]
dk-zp-notice-label: ಟೆಂಡರ್ ಪ್ರಕಟಣೆ [777, 112, 839, 122]
sachivalaya-footer-ref: ವಾಸಇ/ಇಪ್ರ/ಪಿ/5257/2025-26 [32, 768, 106, 776]
sign-post: ಸರ್ಕಾರದ ಉಪ ಕಾರ್ಯದರ್ಶಿ, ಕಂದಾಯ ಇಲಾಖೆ (ಸೇವೆಗಳು-1, ಭೂಮಾಪನ ಮತ್ತು ವಿಶೇಷ ಕೋಶ) [266, 490, 412, 509]
table-cell: ಖರೀದಿದಾರರು 1) ಶ್ರೀ ಕಾಶಿನಾಥ 2) ಶ್ರೀ ಮಹೇಶ್ ಮಾಹಿತಿ ಸಂಖ್ಯೆ MDK-1-01562-2020-21 ದಿನಾಂಕ:10-12-2020 ರಂದು ನೋಂದಣಿಯಾಗಿರುತ್ತದೆ. [210, 600, 299, 648]
market-row [476, 1295, 577, 1306]
bellary-ref-2: ಡಿ.ಐ.ಪಿ.ಆರ್/ಬಳ್ಳಾರಿ/936/ಕೊಪ್ಪಳ/2025-26 [704, 971, 786, 978]
prize-numbers: DF 611861 (MALAPPURAM) [474, 301, 578, 310]
market-rate: 235 - 265 [524, 1306, 577, 1317]
lottery-title: ಕೇರಳ ರಾಜ್ಯ ಲಾಟರಿ ಫಲಿತಾಂಶ ವಿವರ ಪ್ರಕಟ [474, 206, 694, 224]
page-number: 06 [880, 26, 910, 44]
tumcos-website: www.tumcos.com [554, 149, 614, 157]
